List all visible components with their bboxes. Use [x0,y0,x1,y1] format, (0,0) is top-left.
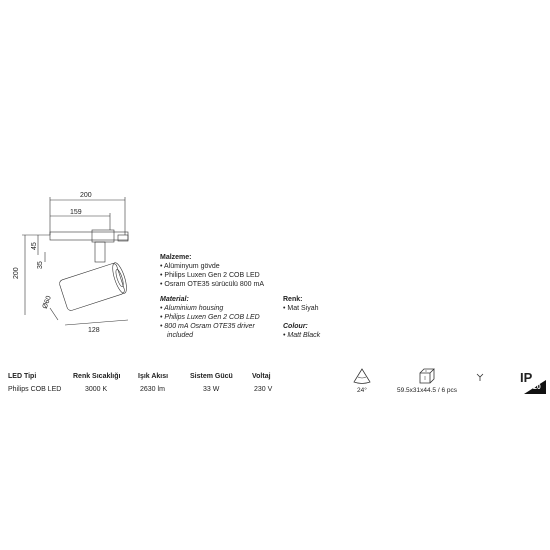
ip-label: IP [520,370,533,385]
list-item: • Alüminyum gövde [160,262,264,271]
dim-total-width: 200 [80,192,92,199]
header-led-type: LED Tipi [8,373,37,380]
list-item: • Mat Siyah [283,304,319,313]
color-en-block [283,322,320,340]
beam-angle-icon [352,368,372,384]
dim-inner-width: 159 [70,209,82,216]
color-tr-block [283,295,319,313]
color-en-title: Colour: [283,323,308,330]
y-symbol-icon [476,373,484,382]
list-item: • Osram OTE35 sürücülü 800 mA [160,280,264,289]
material-en-title: Material: [160,296,189,303]
dim-body: 128 [88,327,100,334]
beam-angle-value: 24° [357,387,367,394]
value-color-temp: 3000 K [85,386,108,393]
value-led-type: Philips COB LED [8,386,62,393]
material-tr-title: Malzeme: [160,254,192,261]
value-voltage: 230 V [254,386,273,393]
list-item: • Matt Black [283,331,320,340]
list-item-continued: included [167,332,194,339]
material-tr-list [160,262,264,289]
header-system-power: Sistem Gücü [190,373,233,380]
header-voltage: Voltaj [252,373,271,380]
color-tr-title: Renk: [283,296,303,303]
list-item: • Philips Luxen Gen 2 COB LED [160,271,264,280]
dimension-drawing [0,180,160,340]
color-en-list [283,331,320,340]
dim-diameter: Ø60 [41,294,53,310]
list-item: • 800 mA Osram OTE35 driver [160,322,260,331]
material-en-list [160,304,260,331]
value-luminous-flux: 2630 lm [140,386,165,393]
ip-value: 20 [533,384,541,391]
material-en-block [160,295,260,340]
list-item: • Aluminium housing [160,304,260,313]
dim-height: 200 [13,267,20,279]
package-dimensions: 59.5x31x44.5 / 6 pcs [397,387,457,394]
header-luminous-flux: Işık Akısı [138,373,169,380]
dim-small: 35 [37,261,44,269]
material-tr-block [160,253,264,289]
header-color-temp: Renk Sıcaklığı [73,373,121,380]
dim-top: 45 [31,242,38,250]
package-box-icon [418,368,436,384]
list-item: • Philips Luxen Gen 2 COB LED [160,313,260,322]
color-tr-list [283,304,319,313]
value-system-power: 33 W [203,386,220,393]
